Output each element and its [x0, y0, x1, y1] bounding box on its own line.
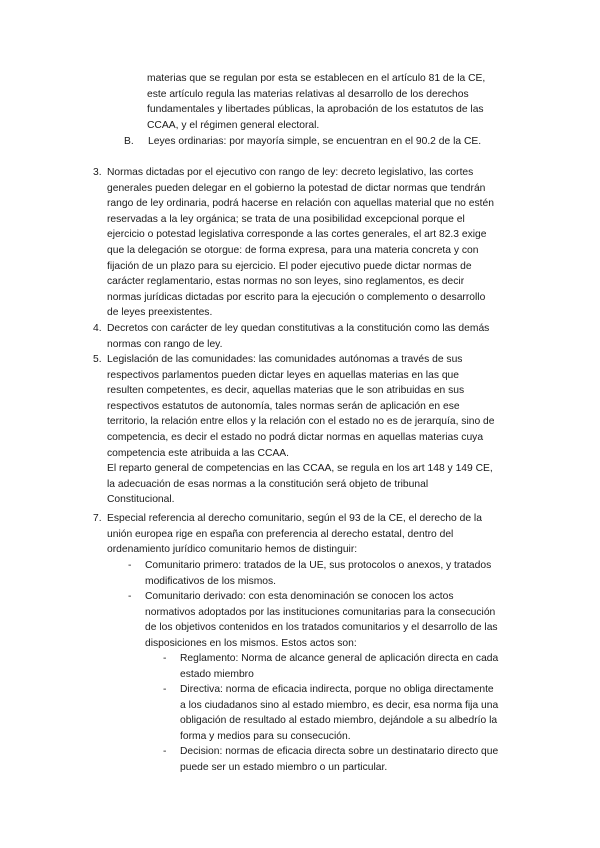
text-line: fundamentales y libertades públicas, la aprobación de los estatutos de las [147, 104, 484, 116]
dash-marker: - [128, 560, 132, 571]
text-line: Comunitario derivado: con esta denominación se conocen los actos [145, 591, 454, 602]
sub-list-item [128, 558, 491, 589]
text-line: territorio, la relación entre ellos y la relación con el estado no es de jerarquía, sino de [107, 416, 495, 428]
list-marker: 3. [93, 167, 102, 178]
sub-sub-list-item [163, 744, 498, 775]
sub-sub-list-item-body [180, 682, 498, 744]
text-line: a los ciudadanos sino al estado miembro, es decir, esa norma fija una [180, 699, 499, 711]
text-line: materias que se regulan por esta se establecen en el artículo 81 de la CE, [147, 73, 486, 84]
text-line: CCAA, y el régimen general electoral. [147, 119, 320, 131]
text-line: normativos adoptados por las instituciones comunitarias para la consecución [145, 606, 496, 618]
sub-list-item-body [145, 589, 498, 651]
text-line: resulten competentes, es decir, aquellas materias que le son atribuidas en sus [107, 385, 465, 397]
text-line: la adecuación de esas normas a la constitución será objeto de tribunal [107, 478, 429, 490]
list-marker: 7. [93, 513, 102, 524]
list-marker: B. [124, 136, 134, 147]
text-line: Comunitario primero: tratados de la UE, sus protocolos o anexos, y tratados [145, 560, 492, 571]
dash-marker: - [163, 746, 167, 757]
dash-marker: - [163, 653, 167, 664]
text-line: respectivos parlamentos pueden dictar leyes en aquellas materias en las que [107, 369, 460, 381]
text-line: Normas dictadas por el ejecutivo con rango de ley: decreto legislativo, las cortes [107, 167, 474, 178]
list-item-3 [93, 165, 494, 321]
list-item-text: Leyes ordinarias: por mayoría simple, se encuentran en el 90.2 de la CE. [148, 136, 482, 147]
text-line: competencia este atribuida a las CCAA. [107, 447, 290, 459]
sub-sub-list-item-body [180, 651, 498, 682]
text-line: ejercicio o potestad legislativa corresponde a las cortes generales, el art 82.3 exige [107, 229, 487, 241]
list-item-body [107, 352, 495, 508]
sub-list-item [128, 589, 498, 651]
text-line: Legislación de las comunidades: las comunidades autónomas a través de sus [107, 354, 463, 365]
text-line: El reparto general de competencias en las CCAA, se regula en los art 148 y 149 CE, [107, 463, 493, 475]
text-line: Decretos con carácter de ley quedan constitutivas a la constitución como las demás [107, 323, 490, 334]
text-line: normas con rango de ley. [107, 338, 223, 350]
dash-marker: - [163, 684, 167, 695]
text-line: unión europea rige en españa con preferencia al derecho estatal, dentro del [107, 528, 454, 540]
text-line: de leyes preexistentes. [107, 307, 213, 319]
text-line: que la delegación se otorgue: de forma expresa, para una materia concreta y con [107, 244, 479, 256]
list-marker: 4. [93, 323, 102, 334]
list-item-4 [93, 321, 489, 352]
text-line: generales pueden delegar en el gobierno la potestad de dictar normas que tendrán [107, 182, 486, 194]
list-item-body [107, 165, 494, 321]
text-line: de los objetivos contenidos en los tratados comunitarios y el desarrollo de las [145, 622, 498, 634]
item-a-continuation [147, 71, 485, 133]
text-line: carácter reglamentario, estas normas no son leyes, sino reglamentos, es decir [107, 276, 465, 288]
text-line: Decision: normas de eficacia directa sobre un destinatario directo que [180, 746, 499, 757]
text-line: respectivos estatutos de autonomía, tales normas serán de aplicación en ese [107, 400, 460, 412]
text-line: Reglamento: Norma de alcance general de aplicación directa en cada [180, 653, 499, 664]
text-line: normas jurídicas dictadas por escrito para la ejecución o complemento o desarrollo [107, 291, 486, 303]
text-line: modificativos de los mismos. [145, 575, 277, 587]
sub-list-item-body [145, 558, 491, 589]
text-line: fijación de un plazo para su ejercicio. El poder ejecutivo puede dictar normas de [107, 260, 472, 272]
text-line: disposiciones en los mismos. Estos actos son: [145, 637, 357, 649]
text-line: rango de ley ordinaria, podrá hacerse en relación con aquellas material que no estén [107, 198, 494, 210]
text-line: estado miembro [180, 668, 254, 680]
text-line: ordenamiento jurídico comunitario hemos de distinguir: [107, 544, 358, 556]
text-line: forma y medios para su consecución. [180, 730, 351, 742]
dash-marker: - [128, 591, 132, 602]
list-item-body [107, 511, 482, 558]
sub-sub-list-item [163, 651, 498, 682]
sub-sub-list-item [163, 682, 498, 744]
text-line: obligación de resultado al estado miembro, dejándole a su albedrío la [180, 715, 498, 727]
text-line: Directiva: norma de eficacia indirecta, porque no obliga directamente [180, 684, 494, 695]
list-marker: 5. [93, 354, 102, 365]
list-item-b [124, 134, 481, 150]
text-line: este artículo regula las materias relativas al desarrollo de los derechos [147, 88, 469, 100]
text-line: reservadas a la ley orgánica; se trata de una posibilidad excepcional porque el [107, 213, 465, 225]
list-item-7 [93, 511, 482, 558]
text-line: Constitucional. [107, 494, 175, 506]
list-item-5 [93, 352, 495, 508]
text-line: Especial referencia al derecho comunitario, según el 93 de la CE, el derecho de la [107, 513, 482, 524]
sub-sub-list-item-body [180, 744, 498, 775]
text-line: competencia, es decir el estado no podrá dictar normas en aquellas materias cuya [107, 431, 484, 443]
text-line: puede ser un estado miembro o un particular. [180, 761, 388, 773]
list-item-body [107, 321, 489, 352]
